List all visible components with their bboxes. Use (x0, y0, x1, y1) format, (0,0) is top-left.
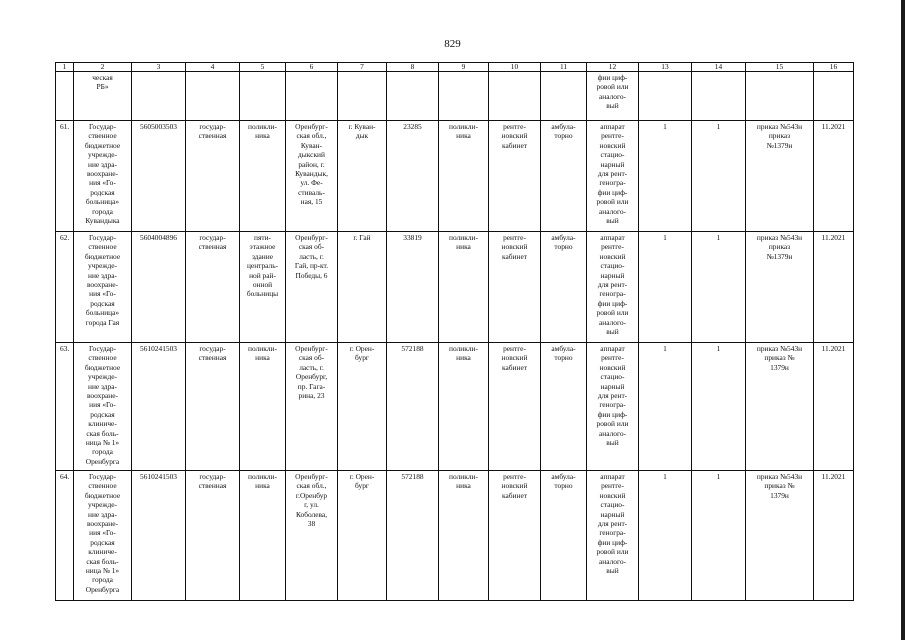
population-cell: 23285 (387, 121, 439, 232)
ownership-cell: государ- ственная (186, 471, 240, 601)
count-cell: 1 (639, 232, 692, 343)
equipment-cell: аппарат рентге- новский стацио- нарный для рент- геногра- фии циф- ровой или аналого- вый (587, 121, 639, 232)
inn-cell: 5610241503 (132, 471, 186, 601)
column-header: 3 (132, 63, 186, 72)
column-header: 8 (387, 63, 439, 72)
room-cell (489, 72, 541, 121)
unit-cell: поликли- ника (439, 343, 489, 471)
unit-cell: поликли- ника (439, 232, 489, 343)
division-cell: поликли- ника (240, 343, 286, 471)
column-header: 4 (186, 63, 240, 72)
count-cell: 1 (639, 471, 692, 601)
count-cell (639, 72, 692, 121)
equipment-cell: аппарат рентге- новский стацио- нарный для рент- геногра- фии циф- ровой или аналого- вый (587, 343, 639, 471)
column-header: 10 (489, 63, 541, 72)
inn-cell: 5610241503 (132, 343, 186, 471)
count-cell (692, 72, 746, 121)
equipment-cell: фии циф- ровой или аналого- вый (587, 72, 639, 121)
column-header: 14 (692, 63, 746, 72)
ownership-cell: государ- ственная (186, 343, 240, 471)
row-number: 64. (56, 471, 74, 601)
room-cell: рентге- новский кабинет (489, 343, 541, 471)
column-header: 1 (56, 63, 74, 72)
institution-name: ческая РБ» (74, 72, 132, 121)
column-header: 2 (74, 63, 132, 72)
date-cell: 11.2021 (814, 121, 854, 232)
column-header: 7 (338, 63, 387, 72)
mode-cell: амбула- торно (541, 471, 587, 601)
division-cell: поликли- ника (240, 471, 286, 601)
address-cell: Оренбург- ская обл., г.Оренбур г, ул. Коболева, 38 (286, 471, 338, 601)
institution-name: Государ- ственное бюджетное учрежде- ние здра- воохране- ния «Го- родская клиниче- ская боль- ница № 1» города Оренбурга (74, 471, 132, 601)
population-cell: 33819 (387, 232, 439, 343)
ownership-cell (186, 72, 240, 121)
unit-cell (439, 72, 489, 121)
room-cell: рентге- новский кабинет (489, 121, 541, 232)
order-cell (746, 72, 814, 121)
mode-cell: амбула- торно (541, 121, 587, 232)
column-number-row (56, 63, 854, 72)
order-cell: приказ №543н приказ №1379н (746, 232, 814, 343)
date-cell (814, 72, 854, 121)
table-row (56, 72, 854, 121)
population-cell: 572188 (387, 343, 439, 471)
population-cell (387, 72, 439, 121)
table-row (56, 343, 854, 471)
order-cell: приказ №543н приказ № 1379н (746, 471, 814, 601)
unit-cell: поликли- ника (439, 471, 489, 601)
scan-edge-shadow (901, 0, 905, 640)
row-number: 61. (56, 121, 74, 232)
row-number (56, 72, 74, 121)
settlement-cell (338, 72, 387, 121)
room-cell: рентге- новский кабинет (489, 471, 541, 601)
address-cell (286, 72, 338, 121)
column-header: 12 (587, 63, 639, 72)
institution-name: Государ- ственное бюджетное учрежде- ние здра- воохране- ния «Го- родская больница» города Гая (74, 232, 132, 343)
inn-cell: 5605003503 (132, 121, 186, 232)
ownership-cell: государ- ственная (186, 232, 240, 343)
count-cell: 1 (692, 471, 746, 601)
mode-cell: амбула- торно (541, 343, 587, 471)
page-number: 829 (444, 38, 461, 50)
order-cell: приказ №543н приказ № 1379н (746, 343, 814, 471)
division-cell (240, 72, 286, 121)
column-header: 9 (439, 63, 489, 72)
table-row (56, 232, 854, 343)
column-header: 11 (541, 63, 587, 72)
column-header: 15 (746, 63, 814, 72)
address-cell: Оренбург- ская об- ласть, г. Гай, пр-кт. Победы, 6 (286, 232, 338, 343)
row-number: 62. (56, 232, 74, 343)
count-cell: 1 (692, 343, 746, 471)
settlement-cell: г. Орен- бург (338, 471, 387, 601)
settlement-cell: г. Куван- дык (338, 121, 387, 232)
registry-table (55, 62, 854, 601)
count-cell: 1 (639, 121, 692, 232)
row-number: 63. (56, 343, 74, 471)
mode-cell: амбула- торно (541, 232, 587, 343)
equipment-cell: аппарат рентге- новский стацио- нарный для рент- геногра- фии циф- ровой или аналого- вый (587, 232, 639, 343)
date-cell: 11.2021 (814, 343, 854, 471)
settlement-cell: г. Орен- бург (338, 343, 387, 471)
division-cell: поликли- ника (240, 121, 286, 232)
ownership-cell: государ- ственная (186, 121, 240, 232)
address-cell: Оренбург- ская обл., Куван- дыкский район, г. Кувандык, ул. Фе- стиваль- ная, 15 (286, 121, 338, 232)
unit-cell: поликли- ника (439, 121, 489, 232)
inn-cell (132, 72, 186, 121)
population-cell: 572188 (387, 471, 439, 601)
settlement-cell: г. Гай (338, 232, 387, 343)
division-cell: пяти- этажное здание централь- ной рай- онной больницы (240, 232, 286, 343)
institution-name: Государ- ственное бюджетное учрежде- ние здра- воохране- ния «Го- родская клиниче- ская боль- ница № 1» города Оренбурга (74, 343, 132, 471)
room-cell: рентге- новский кабинет (489, 232, 541, 343)
count-cell: 1 (639, 343, 692, 471)
count-cell: 1 (692, 121, 746, 232)
inn-cell: 5604004896 (132, 232, 186, 343)
count-cell: 1 (692, 232, 746, 343)
order-cell: приказ №543н приказ №1379н (746, 121, 814, 232)
equipment-cell: аппарат рентге- новский стацио- нарный для рент- геногра- фии циф- ровой или аналого- вый (587, 471, 639, 601)
column-header: 5 (240, 63, 286, 72)
table-row (56, 471, 854, 601)
mode-cell (541, 72, 587, 121)
date-cell: 11.2021 (814, 471, 854, 601)
address-cell: Оренбург- ская об- ласть, г. Оренбург, пр. Гага- рина, 23 (286, 343, 338, 471)
institution-name: Государ- ственное бюджетное учрежде- ние здра- воохране- ния «Го- родская больница» города Кувандыка (74, 121, 132, 232)
date-cell: 11.2021 (814, 232, 854, 343)
table-row (56, 121, 854, 232)
column-header: 13 (639, 63, 692, 72)
column-header: 6 (286, 63, 338, 72)
column-header: 16 (814, 63, 854, 72)
